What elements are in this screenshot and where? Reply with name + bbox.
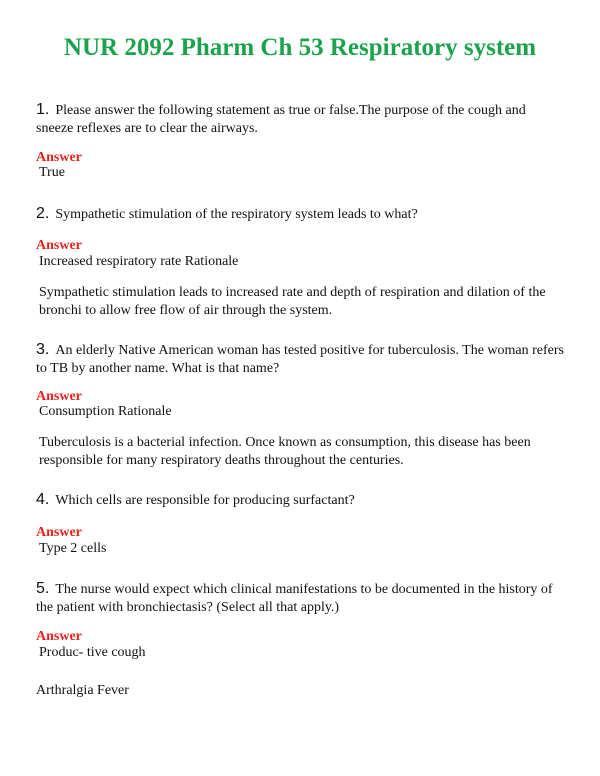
- page-title: NUR 2092 Pharm Ch 53 Respiratory system: [63, 34, 537, 61]
- question-number: 4.: [36, 491, 50, 508]
- question-text: Which cells are responsible for producing surfactant?: [55, 493, 355, 508]
- answer-text: Type 2 cells: [39, 541, 107, 556]
- answer-label: Answer: [36, 525, 82, 540]
- question-text: Please answer the following statement as true or false.The purpose of the cough and sneeze reflexes are to clear the airways.: [36, 103, 526, 136]
- question-1: [36, 101, 566, 138]
- answer-extra-text: Arthralgia Fever: [36, 683, 129, 698]
- question-3: [36, 341, 566, 378]
- answer-label: Answer: [36, 629, 82, 644]
- answer-label: Answer: [36, 389, 82, 404]
- answer-text: Increased respiratory rate Rationale: [39, 254, 239, 269]
- question-text: An elderly Native American woman has tested positive for tuberculosis. The woman refers to TB by another name. What is that name?: [36, 343, 564, 376]
- answer-text: Consumption Rationale: [39, 404, 172, 419]
- question-4: [36, 491, 566, 510]
- question-text: The nurse would expect which clinical manifestations to be documented in the history of the patient with bronchiectasis? (Select all that apply.): [36, 582, 553, 615]
- answer-text: True: [39, 165, 65, 180]
- question-number: 3.: [36, 341, 50, 358]
- question-2: [36, 205, 566, 224]
- question-5: [36, 580, 566, 617]
- answer-label: Answer: [36, 238, 82, 253]
- rationale-text: Sympathetic stimulation leads to increased rate and depth of respiration and dilation of the bronchi to allow free flow of air through the system.: [39, 285, 546, 318]
- rationale-text: Tuberculosis is a bacterial infection. Once known as consumption, this disease has been responsible for many respiratory deaths throughout the centuries.: [39, 435, 531, 468]
- question-text: Sympathetic stimulation of the respiratory system leads to what?: [55, 207, 418, 222]
- answer-label: Answer: [36, 150, 82, 165]
- answer-text: Produc- tive cough: [39, 645, 146, 660]
- question-number: 1.: [36, 101, 50, 118]
- question-number: 2.: [36, 205, 50, 222]
- question-number: 5.: [36, 580, 50, 597]
